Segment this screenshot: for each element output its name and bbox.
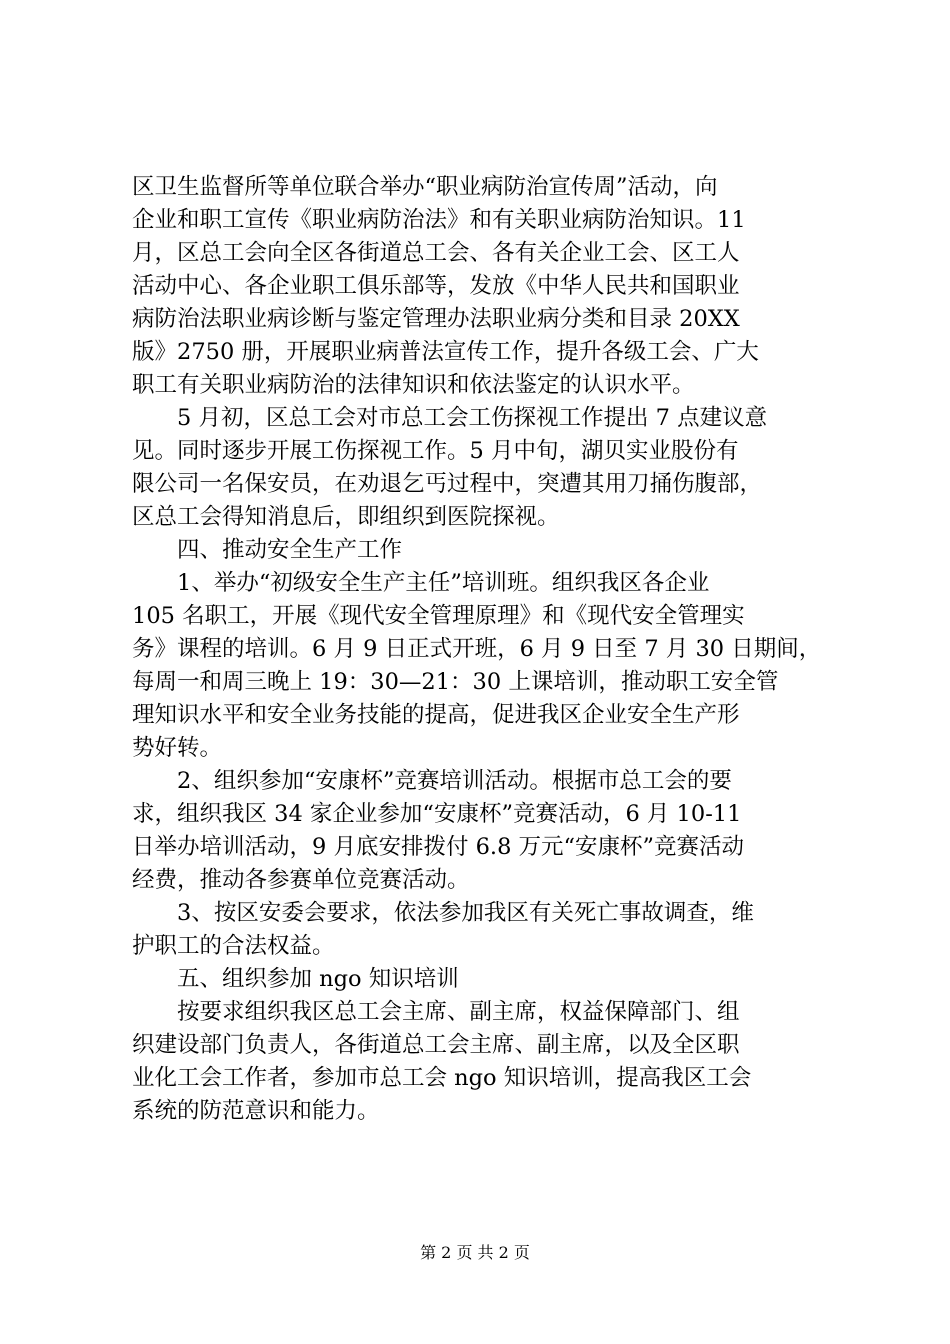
text-line: 业化工会工作者，参加市总工会 ngo 知识培训，提高我区工会 bbox=[132, 1065, 752, 1091]
text-line: 每周一和周三晚上 19：30—21：30 上课培训，推动职工安全管 bbox=[132, 669, 779, 695]
document-body bbox=[132, 171, 832, 1128]
text-line: 理知识水平和安全业务技能的提高，促进我区企业安全生产形 bbox=[132, 702, 740, 728]
text-line: 经费，推动各参赛单位竞赛活动。 bbox=[132, 867, 470, 893]
text-line: 企业和职工宣传《职业病防治法》和有关职业病防治知识。11 bbox=[132, 207, 746, 233]
text-line: 限公司一名保安员，在劝退乞丐过程中，突遭其用刀捅伤腹部， bbox=[132, 471, 763, 497]
text-line: 1、举办“初级安全生产主任”培训班。组织我区各企业 bbox=[132, 570, 710, 596]
text-line: 月，区总工会向全区各街道总工会、各有关企业工会、区工人 bbox=[132, 240, 740, 266]
text-line: 护职工的合法权益。 bbox=[132, 933, 335, 959]
text-line: 活动中心、各企业职工俱乐部等，发放《中华人民共和国职业 bbox=[132, 273, 740, 299]
text-line: 求，组织我区 34 家企业参加“安康杯”竞赛活动，6 月 10-11 bbox=[132, 801, 742, 827]
text-line: 3、按区安委会要求，依法参加我区有关死亡事故调查，维 bbox=[132, 900, 754, 926]
text-line: 见。同时逐步开展工伤探视工作。5 月中旬，湖贝实业股份有 bbox=[132, 438, 739, 464]
text-line: 版》2750 册，开展职业病普法宣传工作，提升各级工会、广大 bbox=[132, 339, 759, 365]
text-line: 区总工会得知消息后，即组织到医院探视。 bbox=[132, 504, 560, 530]
text-line: 日举办培训活动，9 月底安排拨付 6.8 万元“安康杯”竞赛活动 bbox=[132, 834, 745, 860]
page-footer: 第 2 页 共 2 页 bbox=[420, 1243, 530, 1262]
text-line: 系统的防范意识和能力。 bbox=[132, 1098, 380, 1124]
text-line: 105 名职工，开展《现代安全管理原理》和《现代安全管理实 bbox=[132, 603, 745, 629]
text-line: 织建设部门负责人，各街道总工会主席、副主席，以及全区职 bbox=[132, 1032, 740, 1058]
text-line: 四、推动安全生产工作 bbox=[132, 537, 403, 563]
text-line: 五、组织参加 ngo 知识培训 bbox=[132, 966, 459, 992]
text-line: 区卫生监督所等单位联合举办“职业病防治宣传周”活动，向 bbox=[132, 174, 718, 200]
text-line: 势好转。 bbox=[132, 735, 223, 761]
text-line: 按要求组织我区总工会主席、副主席，权益保障部门、组 bbox=[132, 999, 740, 1025]
text-line: 2、组织参加“安康杯”竞赛培训活动。根据市总工会的要 bbox=[132, 768, 732, 794]
text-line: 病防治法职业病诊断与鉴定管理办法职业病分类和目录 20XX bbox=[132, 306, 740, 332]
text-line: 职工有关职业病防治的法律知识和依法鉴定的认识水平。 bbox=[132, 372, 695, 398]
text-line: 5 月初，区总工会对市总工会工伤探视工作提出 7 点建议意 bbox=[132, 405, 768, 431]
text-line: 务》课程的培训。6 月 9 日正式开班，6 月 9 日至 7 月 30 日期间， bbox=[132, 636, 822, 662]
